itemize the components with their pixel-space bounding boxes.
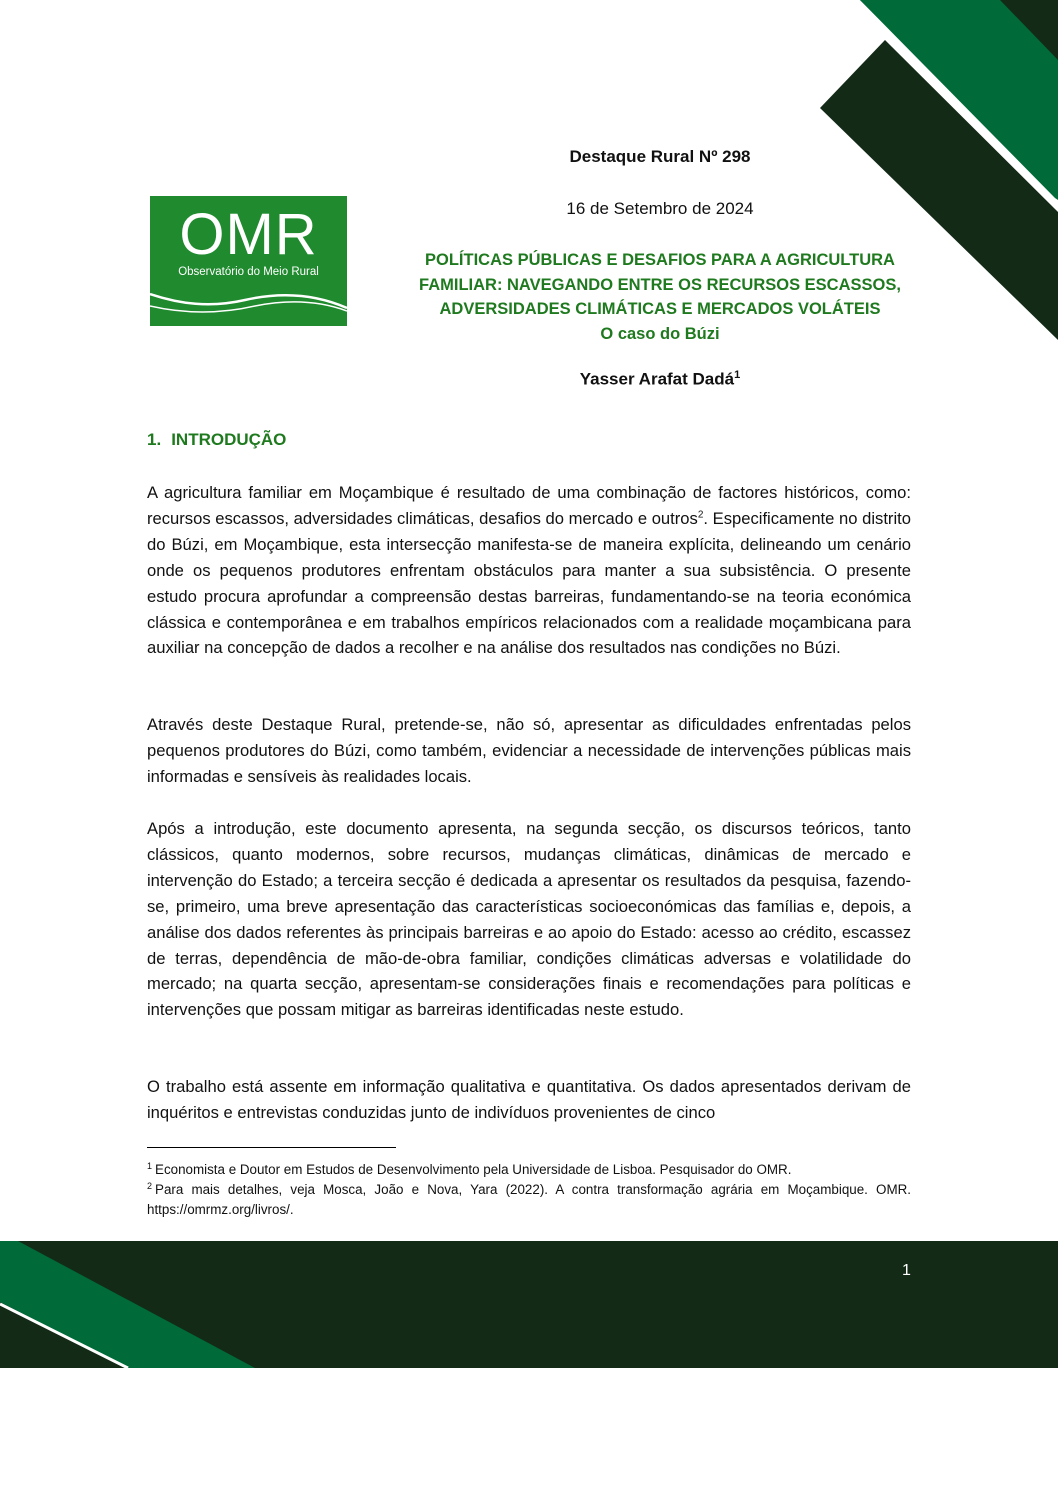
logo-subtitle: Observatório do Meio Rural [178, 266, 319, 278]
title-line: ADVERSIDADES CLIMÁTICAS E MERCADOS VOLÁTEIS [439, 300, 881, 318]
paragraph-text: A agricultura familiar em Moçambique é resultado de uma combinação de factores históricos, como: recursos escassos, adversidades climáticas, desafios do mercado e outros [147, 483, 911, 528]
omr-logo [150, 196, 347, 326]
author-footnote-ref[interactable]: 1 [734, 369, 741, 381]
footnote-text: Para mais detalhes, veja Mosca, João e Nova, Yara (2022). A contra transformação agrária em Moçambique. OMR. https://omrmz.org/livros/. [147, 1182, 911, 1217]
footnote-text: Economista e Doutor em Estudos de Desenvolvimento pela Universidade de Lisboa. Pesquisador do OMR. [155, 1162, 792, 1177]
paragraph: Através deste Destaque Rural, pretende-se, não só, apresentar as dificuldades enfrentadas pelos pequenos produtores do Búzi, como também, evidenciar a necessidade de intervenções públicas mais informadas e sensíveis às realidades locais. [147, 715, 911, 786]
section-heading [147, 430, 286, 450]
publication-date: 16 de Setembro de 2024 [566, 199, 754, 218]
logo-wave-icon [150, 196, 347, 326]
title-line: POLÍTICAS PÚBLICAS E DESAFIOS PARA A AGRICULTURA [425, 251, 895, 269]
footnote-ref[interactable]: 2 [697, 509, 704, 521]
paragraph: Após a introdução, este documento apresenta, na segunda secção, os discursos teóricos, tanto clássicos, quanto modernos, sobre recursos, mudanças climáticas, dinâmicas de mercado e intervenção do Estado; a terceira secção é dedicada a apresentar os resultados da pesquisa, fazendo-se, primeiro, uma breve apresentação das características socioeconómicas das famílias e, depois, a análise dos dados referentes às principais barreiras e ao apoio do Estado: acesso ao crédito, escassez de terras, dependência de mão-de-obra familiar, condições climáticas adversas e volatilidade do mercado; na quarta secção, apresentam-se considerações finais e recomendações para políticas e intervenções que possam mitigar as barreiras identificadas neste estudo. [147, 819, 911, 1020]
title-subtitle: O caso do Búzi [600, 324, 720, 343]
author-name: Yasser Arafat Dadá [579, 369, 735, 389]
author [380, 369, 940, 390]
footnote-mark: 1 [147, 1160, 153, 1171]
series-label: Destaque Rural Nº 298 [569, 147, 751, 166]
title-line: FAMILIAR: NAVEGANDO ENTRE OS RECURSOS ESCASSOS, [419, 275, 901, 294]
logo-title: OMR [179, 202, 318, 267]
footnote-mark: 2 [147, 1180, 153, 1191]
paragraph [147, 480, 911, 661]
section-number: 1. [147, 430, 162, 449]
footnote [147, 1160, 911, 1180]
document-title [380, 248, 940, 346]
section-title: INTRODUÇÃO [171, 430, 287, 449]
footnote [147, 1180, 911, 1220]
page-number: 1 [902, 1262, 911, 1279]
paragraph-text: . Especificamente no distrito do Búzi, em Moçambique, esta intersecção manifesta-se de maneira explícita, delineando um cenário onde os pequenos produtores enfrentam obstáculos para manter a sua subsistência. O presente estudo procura aprofundar a compreensão destas barreiras, fundamentando-se na teoria económica clássica e contemporânea e em trabalhos empíricos relacionados com a realidade moçambicana para auxiliar na concepção de dados a recolher e na análise dos resultados nas condições no Búzi. [147, 508, 911, 658]
paragraph: O trabalho está assente em informação qualitativa e quantitativa. Os dados apresentados derivam de inquéritos e entrevistas conduzidas junto de indivíduos provenientes de cinco [147, 1077, 911, 1122]
footnote-separator [147, 1147, 396, 1148]
